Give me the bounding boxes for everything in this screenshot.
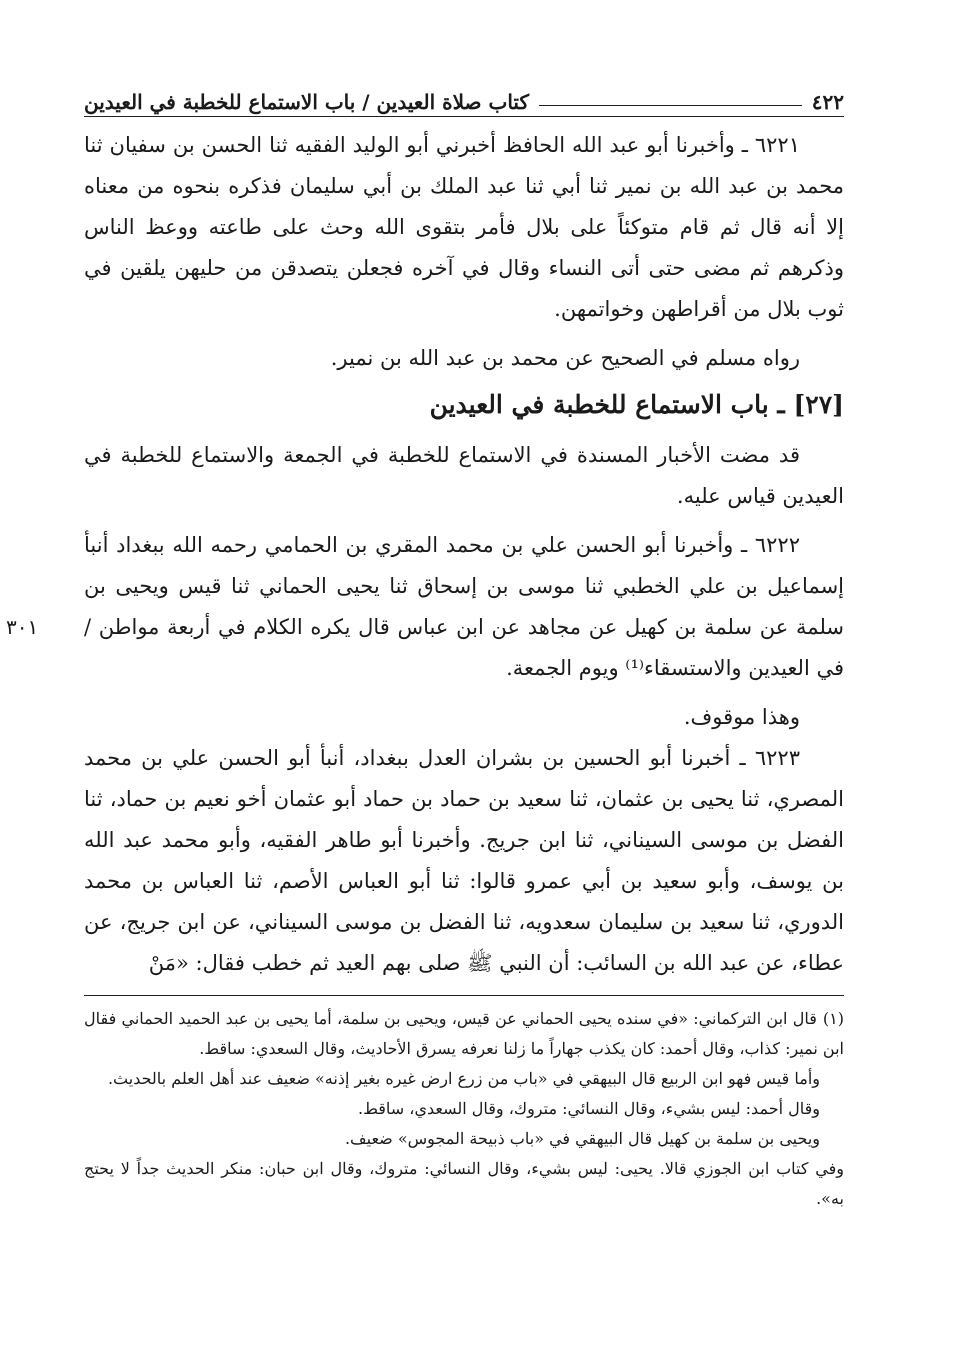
running-header bbox=[84, 78, 844, 117]
chapter-heading: [٢٧] ـ باب الاستماع للخطبة في العيدين bbox=[429, 390, 844, 419]
footnote-text: قال ابن التركماني: «في سنده يحيى الحماني عن قيس، ويحيى بن سلمة، أما يحيى بن عبد الحميد الحماني فقال ابن نمير: كذاب، وقال أحمد: كان يكذب جهاراً ما زلنا نعرفه يسرق الأحاديث، وقال السعدي: ساقط. bbox=[84, 1009, 844, 1058]
footnote-label: (١) bbox=[822, 1009, 844, 1028]
riwaya-note: رواه مسلم في الصحيح عن محمد بن عبد الله بن نمير. bbox=[330, 346, 800, 370]
hadith-6222: ٦٢٢٢ ـ وأخبرنا أبو الحسن علي بن محمد المقري بن الحمامي رحمه الله ببغداد أنبأ إسماعيل بن علي الخطبي ثنا موسى بن إسحاق ثنا يحيى الحماني ثنا قيس ويحيى بن سلمة عن سلمة بن كهيل عن مجاهد عن ابن عباس قال يكره الكلام في أربعة مواطن / في العيدين والاستسقاء⁽¹⁾ ويوم الجمعة. bbox=[84, 533, 844, 680]
footnote-1-line-2: وأما قيس فهو ابن الربيع قال البيهقي في «باب من زرع ارض غيره بغير إذنه» ضعيف عند أهل العلم بالحديث. bbox=[107, 1069, 820, 1088]
main-text bbox=[6, 125, 844, 984]
hadith-6221: ٦٢٢١ ـ وأخبرنا أبو عبد الله الحافظ أخبرني أبو الوليد الفقيه ثنا الحسن بن سفيان ثنا محمد بن عبد الله بن نمير ثنا أبي ثنا عبد الملك بن أبي سليمان فذكره بنحوه من معناه إلا أنه قال ثم قام متوكئاً على بلال فأمر بتقوى الله وحث على طاعته ووعظ الناس وذكرهم ثم مضى حتى أتى النساء وقال في آخره فجعلن يتصدقن من حليهن يلقين في ثوب بلال من أقراطهن وخواتمهن. bbox=[84, 133, 844, 321]
header-rule bbox=[539, 105, 802, 106]
chapter-intro: قد مضت الأخبار المسندة في الاستماع للخطبة في الجمعة والاستماع للخطبة في العيدين قياس عليه. bbox=[84, 443, 844, 508]
footnote-1-line-5: وفي كتاب ابن الجوزي قالا. يحيى: ليس بشيء، وقال النسائي: متروك، وقال ابن حبان: منكر الحديث جداً لا يحتج به». bbox=[84, 1159, 845, 1208]
hadith-6223: ٦٢٢٣ ـ أخبرنا أبو الحسين بن بشران العدل ببغداد، أنبأ أبو الحسن علي بن محمد المصري، ثنا يحيى بن عثمان، ثنا سعيد بن حماد بن حماد أبو عثمان أخو نعيم بن حماد، ثنا الفضل بن موسى السيناني، ثنا ابن جريج. وأخبرنا أبو طاهر الفقيه، وأبو محمد عبد الله بن يوسف، وأبو سعيد بن أبي عمرو قالوا: ثنا أبو العباس الأصم، ثنا العباس بن محمد الدوري، ثنا سعيد بن سليمان سعدويه، ثنا الفضل بن موسى السيناني، عن ابن جريج، عن عطاء، عن عبد الله بن السائب: أن النبي ﷺ صلى بهم العيد ثم خطب فقال: «مَنْ bbox=[84, 746, 844, 975]
hadith-6222-block bbox=[6, 525, 844, 689]
footnote-1-line-1 bbox=[84, 1004, 844, 1064]
spacer bbox=[84, 330, 844, 338]
margin-page-reference: ٣٠١ bbox=[6, 615, 39, 639]
footnote-1-line-3: وقال أحمد: ليس بشيء، وقال النسائي: متروك، وقال السعدي، ساقط. bbox=[357, 1099, 820, 1118]
spacer bbox=[84, 517, 844, 525]
mawquf-note: وهذا موقوف. bbox=[683, 705, 800, 729]
page bbox=[6, 78, 844, 984]
page-number: ٤٢٢ bbox=[811, 90, 844, 114]
footnotes bbox=[84, 995, 844, 1214]
footnote-1-line-4: ويحيى بن سلمة بن كهيل قال البيهقي في «باب ذبيحة المجوس» ضعيف. bbox=[344, 1129, 820, 1148]
running-title: كتاب صلاة العيدين / باب الاستماع للخطبة في العيدين bbox=[84, 90, 529, 114]
spacer bbox=[84, 689, 844, 697]
